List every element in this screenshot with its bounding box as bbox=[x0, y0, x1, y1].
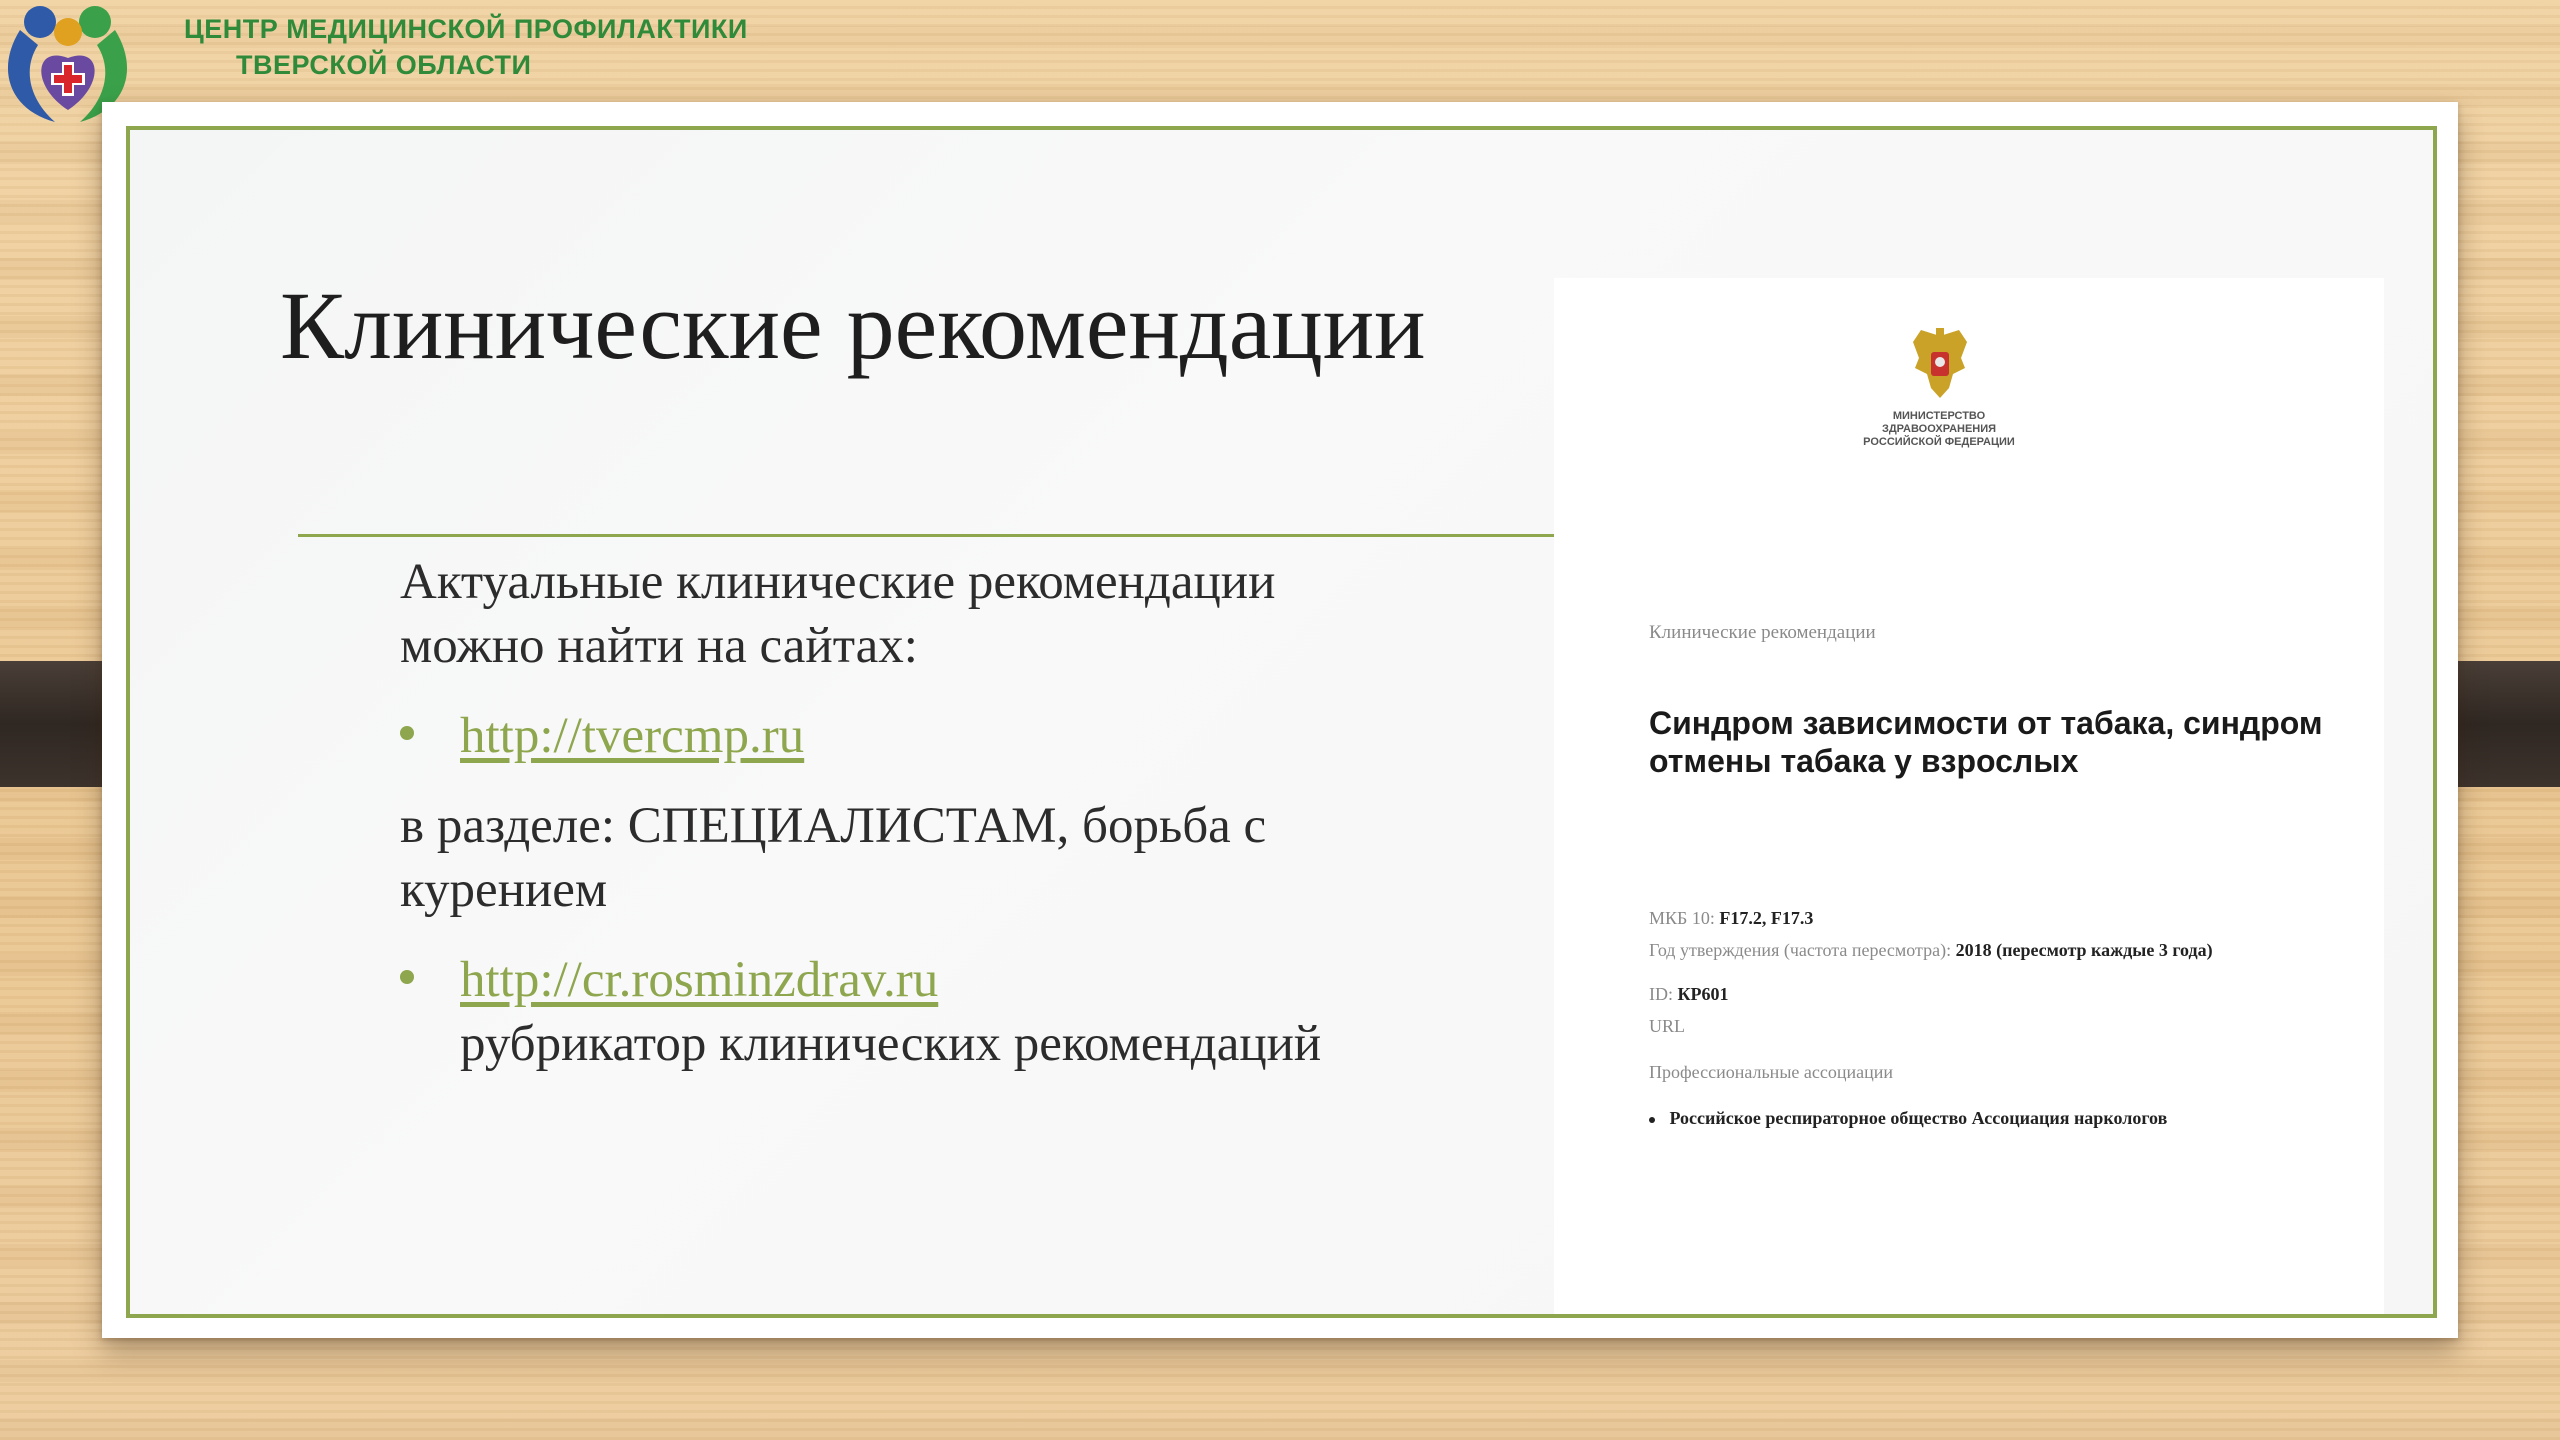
link-rosminzdrav[interactable]: http://cr.rosminzdrav.ru bbox=[460, 952, 939, 1008]
coat-of-arms-icon bbox=[1909, 328, 1971, 400]
icd-row bbox=[1649, 908, 1813, 929]
id-row bbox=[1649, 984, 1729, 1005]
document-title: Синдром зависимости от табака, синдром отмены табака у взрослых bbox=[1649, 705, 2323, 779]
year-label: Год утверждения (частота пересмотра): bbox=[1649, 940, 1952, 960]
ministry-line: РОССИЙСКОЙ ФЕДЕРАЦИИ bbox=[1863, 436, 2015, 448]
associations-heading: Профессиональные ассоциации bbox=[1649, 1062, 1894, 1082]
year-value: 2018 (пересмотр каждые 3 года) bbox=[1955, 940, 2213, 960]
link-tvercmp[interactable]: http://tvercmp.ru bbox=[460, 708, 805, 764]
year-row bbox=[1649, 940, 2213, 961]
intro-text: Актуальные клинические рекомендации можно найти на сайтах: bbox=[400, 554, 1276, 674]
bullet-icon bbox=[400, 970, 414, 984]
list-item bbox=[400, 704, 1400, 768]
section-note: в разделе: СПЕЦИАЛИСТАМ, борьба с курением bbox=[400, 798, 1267, 918]
list-item bbox=[400, 948, 1400, 1076]
header bbox=[0, 0, 900, 110]
icd-value: F17.2, F17.3 bbox=[1719, 908, 1814, 928]
url-label: URL bbox=[1649, 1016, 1685, 1036]
clinical-document-preview bbox=[1554, 278, 2384, 1314]
bullet-description: рубрикатор клинических рекомендаций bbox=[460, 1016, 1322, 1072]
slide-title: Клинические рекомендации bbox=[280, 272, 1426, 379]
slide-body bbox=[400, 550, 1400, 1102]
document-category: Клинические рекомендации bbox=[1649, 622, 1876, 643]
bullet-icon bbox=[400, 726, 414, 740]
associations-value: Российское респираторное общество Ассоциация наркологов bbox=[1669, 1108, 2168, 1128]
org-name-line-2: ТВЕРСКОЙ ОБЛАСТИ bbox=[236, 50, 532, 80]
ministry-line: ЗДРАВООХРАНЕНИЯ bbox=[1881, 423, 1997, 435]
id-label: ID: bbox=[1649, 984, 1673, 1004]
slide-card bbox=[102, 102, 2458, 1338]
icd-label: МКБ 10: bbox=[1649, 908, 1715, 928]
associations-item bbox=[1649, 1108, 2167, 1129]
title-divider bbox=[298, 534, 1555, 537]
id-value: КР601 bbox=[1677, 984, 1729, 1004]
ministry-line: МИНИСТЕРСТВО bbox=[1892, 410, 1986, 422]
org-name-line-1: ЦЕНТР МЕДИЦИНСКОЙ ПРОФИЛАКТИКИ bbox=[184, 14, 748, 44]
slide-frame bbox=[126, 126, 2437, 1318]
bullet-icon bbox=[1649, 1117, 1655, 1123]
ministry-caption bbox=[1814, 410, 2064, 449]
